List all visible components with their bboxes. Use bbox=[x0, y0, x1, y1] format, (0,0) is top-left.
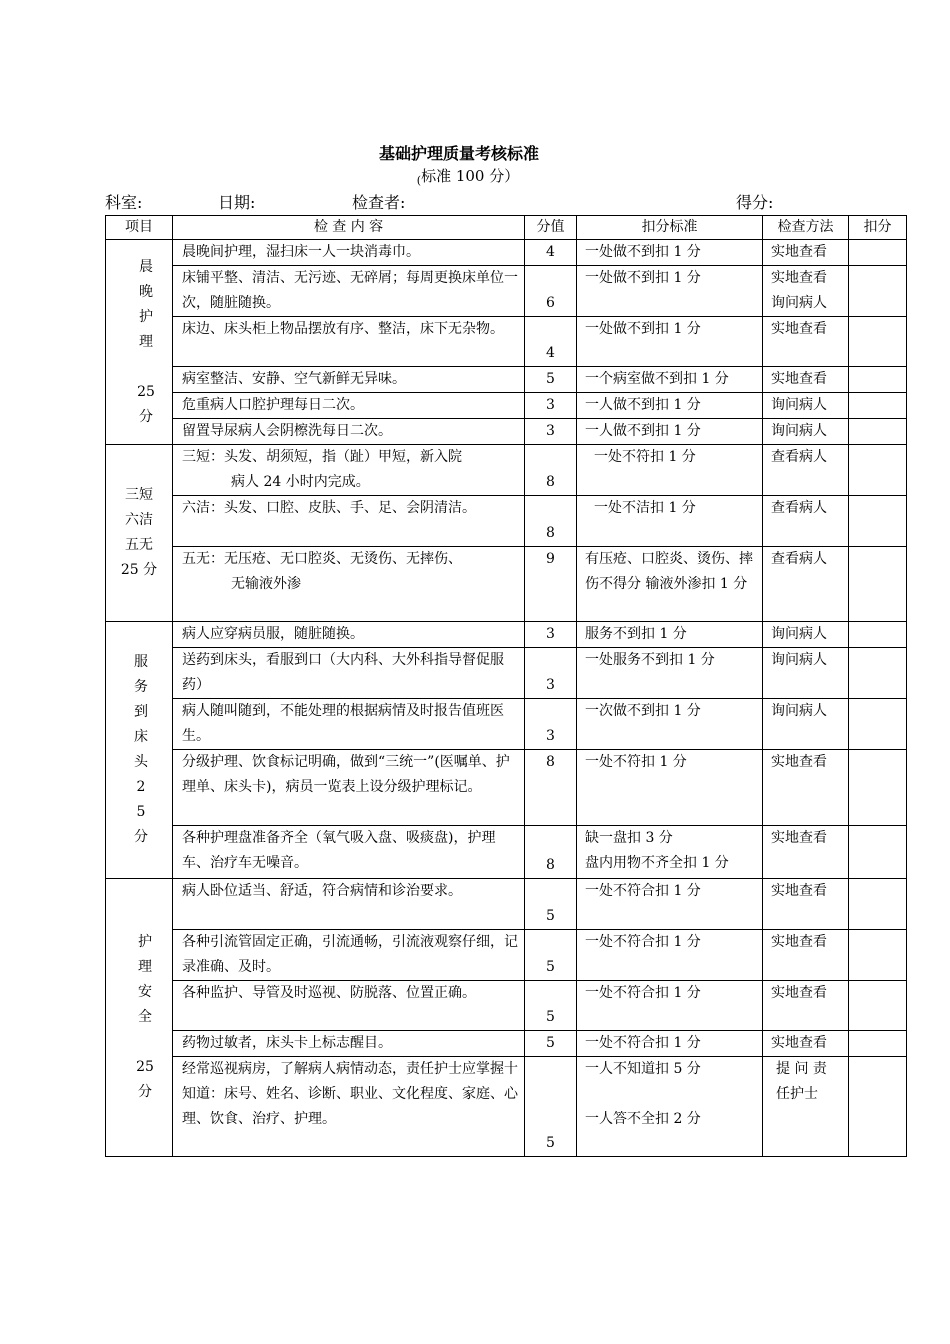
points-cell: 3 bbox=[525, 622, 577, 648]
minus-cell bbox=[849, 496, 907, 547]
content-cell: 病人应穿病员服，随脏随换。 bbox=[173, 622, 525, 648]
points-cell: 8 bbox=[525, 445, 577, 496]
deduct-cell: 一次做不到扣 1 分 bbox=[577, 699, 763, 750]
content-cell: 晨晚间护理，湿扫床一人一块消毒巾。 bbox=[173, 240, 525, 266]
table-row bbox=[106, 240, 907, 266]
content-continuation: 无输液外渗 bbox=[231, 576, 301, 592]
method-cell: 实地查看 bbox=[763, 879, 849, 930]
points-cell: 4 bbox=[525, 240, 577, 266]
method-cell: 实地查看 bbox=[763, 826, 849, 879]
table-row bbox=[106, 879, 907, 930]
points-cell: 9 bbox=[525, 547, 577, 622]
deduct-cell: 一处不符合扣 1 分 bbox=[577, 1031, 763, 1057]
table-header-row bbox=[106, 216, 907, 240]
table-row bbox=[106, 317, 907, 367]
content-cell: 病人卧位适当、舒适，符合病情和诊治要求。 bbox=[173, 879, 525, 930]
category-cell bbox=[106, 622, 173, 879]
method-cell: 实地查看 bbox=[763, 1031, 849, 1057]
method-cell: 查看病人 bbox=[763, 496, 849, 547]
method-cell: 实地查看 bbox=[763, 981, 849, 1031]
deduct-cell: 一人做不到扣 1 分 bbox=[577, 393, 763, 419]
minus-cell bbox=[849, 930, 907, 981]
content-cell: 六洁：头发、口腔、皮肤、手、足、会阴清洁。 bbox=[173, 496, 525, 547]
method-cell: 询问病人 bbox=[763, 648, 849, 699]
points-cell: 5 bbox=[525, 367, 577, 393]
content-cell: 病室整洁、安静、空气新鲜无异味。 bbox=[173, 367, 525, 393]
minus-cell bbox=[849, 648, 907, 699]
subtitle-paren: ( bbox=[416, 174, 422, 187]
category-label: 三短 六洁 五无 25 分 bbox=[120, 487, 158, 578]
content-cell: 五无：无压疮、无口腔炎、无烫伤、无摔伤、 无输液外渗 bbox=[173, 547, 525, 622]
deduct-cell: 一处不符合扣 1 分 bbox=[577, 981, 763, 1031]
points-cell: 5 bbox=[525, 1057, 577, 1157]
table-row bbox=[106, 367, 907, 393]
inspector-label: 检查者: bbox=[352, 193, 406, 212]
table-row bbox=[106, 699, 907, 750]
minus-cell bbox=[849, 240, 907, 266]
content-cell: 病人随叫随到，不能处理的根据病情及时报告值班医生。 bbox=[173, 699, 525, 750]
method-cell: 实地查看 bbox=[763, 750, 849, 826]
method-cell: 实地查看 询问病人 bbox=[763, 266, 849, 317]
minus-cell bbox=[849, 826, 907, 879]
deduct-cell: 一个病室做不到扣 1 分 bbox=[577, 367, 763, 393]
minus-cell bbox=[849, 367, 907, 393]
page-subtitle bbox=[0, 165, 936, 187]
content-cell: 各种引流管固定正确，引流通畅，引流液观察仔细，记录准确、及时。 bbox=[173, 930, 525, 981]
deduct-cell: 一处不符合扣 1 分 bbox=[577, 930, 763, 981]
table-row bbox=[106, 547, 907, 622]
method-cell: 查看病人 bbox=[763, 445, 849, 496]
table-row bbox=[106, 266, 907, 317]
points-cell: 3 bbox=[525, 419, 577, 445]
method-cell: 提 问 责 任护士 bbox=[763, 1057, 849, 1157]
content-cell: 三短：头发、胡须短，指（趾）甲短，新入院 病人 24 小时内完成。 bbox=[173, 445, 525, 496]
content-continuation: 病人 24 小时内完成。 bbox=[231, 474, 370, 490]
points-cell: 5 bbox=[525, 981, 577, 1031]
table-row bbox=[106, 930, 907, 981]
content-cell: 各种护理盘准备齐全（氧气吸入盘、吸痰盘)，护理车、治疗车无噪音。 bbox=[173, 826, 525, 879]
header-minus: 扣分 bbox=[849, 216, 907, 240]
content-cell: 床铺平整、清洁、无污迹、无碎屑；每周更换床单位一次，随脏随换。 bbox=[173, 266, 525, 317]
category-cell bbox=[106, 879, 173, 1157]
header-method: 检查方法 bbox=[763, 216, 849, 240]
minus-cell bbox=[849, 879, 907, 930]
minus-cell bbox=[849, 317, 907, 367]
table-row bbox=[106, 445, 907, 496]
deduct-cell: 一处不洁扣 1 分 bbox=[577, 496, 763, 547]
minus-cell bbox=[849, 419, 907, 445]
category-label: 服 务 到 床 头 2 5 分 bbox=[134, 654, 148, 845]
header-points: 分值 bbox=[525, 216, 577, 240]
content-cell: 各种监护、导管及时巡视、防脱落、位置正确。 bbox=[173, 981, 525, 1031]
category-label: 晨 晚 护 理 25 分 bbox=[137, 258, 155, 425]
content-cell: 经常巡视病房，了解病人病情动态，责任护士应掌握十知道：床号、姓名、诊断、职业、文化程度、家庭、心理、饮食、治疗、护理。 bbox=[173, 1057, 525, 1157]
method-cell: 查看病人 bbox=[763, 547, 849, 622]
minus-cell bbox=[849, 981, 907, 1031]
subtitle-text: 标准 100 分） bbox=[421, 167, 520, 185]
table-row bbox=[106, 622, 907, 648]
method-cell: 询问病人 bbox=[763, 622, 849, 648]
table-row bbox=[106, 648, 907, 699]
header-content: 检 查 内 容 bbox=[173, 216, 525, 240]
category-cell bbox=[106, 445, 173, 622]
points-cell: 3 bbox=[525, 648, 577, 699]
points-cell: 5 bbox=[525, 879, 577, 930]
deduct-cell: 缺一盘扣 3 分 盘内用物不齐全扣 1 分 bbox=[577, 826, 763, 879]
table-row bbox=[106, 981, 907, 1031]
deduct-cell: 一处做不到扣 1 分 bbox=[577, 317, 763, 367]
minus-cell bbox=[849, 1057, 907, 1157]
category-cell bbox=[106, 240, 173, 445]
deduct-cell: 一处做不到扣 1 分 bbox=[577, 266, 763, 317]
table-row bbox=[106, 1057, 907, 1157]
header-item: 项目 bbox=[106, 216, 173, 240]
deduct-cell: 一处不符扣 1 分 bbox=[577, 445, 763, 496]
table-row bbox=[106, 419, 907, 445]
method-cell: 实地查看 bbox=[763, 240, 849, 266]
method-cell: 实地查看 bbox=[763, 930, 849, 981]
method-cell: 询问病人 bbox=[763, 393, 849, 419]
method-cell: 询问病人 bbox=[763, 419, 849, 445]
date-label: 日期: bbox=[218, 193, 256, 212]
minus-cell bbox=[849, 1031, 907, 1057]
minus-cell bbox=[849, 622, 907, 648]
points-cell: 8 bbox=[525, 826, 577, 879]
content-cell: 危重病人口腔护理每日二次。 bbox=[173, 393, 525, 419]
method-cell: 实地查看 bbox=[763, 367, 849, 393]
points-cell: 8 bbox=[525, 496, 577, 547]
table-row bbox=[106, 496, 907, 547]
table-row bbox=[106, 826, 907, 879]
minus-cell bbox=[849, 266, 907, 317]
content-cell: 药物过敏者，床头卡上标志醒目。 bbox=[173, 1031, 525, 1057]
deduct-cell: 一处不符扣 1 分 bbox=[577, 750, 763, 826]
minus-cell bbox=[849, 445, 907, 496]
points-cell: 6 bbox=[525, 266, 577, 317]
assessment-table bbox=[105, 215, 907, 1157]
minus-cell bbox=[849, 393, 907, 419]
content-cell: 送药到床头，看服到口（大内科、大外科指导督促服药） bbox=[173, 648, 525, 699]
table-row bbox=[106, 750, 907, 826]
score-label: 得分: bbox=[736, 193, 774, 212]
deduct-cell: 有压疮、口腔炎、烫伤、摔伤不得分 输液外渗扣 1 分 bbox=[577, 547, 763, 622]
points-cell: 4 bbox=[525, 317, 577, 367]
deduct-cell: 一处不符合扣 1 分 bbox=[577, 879, 763, 930]
points-cell: 5 bbox=[525, 930, 577, 981]
table-row bbox=[106, 1031, 907, 1057]
table-row bbox=[106, 393, 907, 419]
method-cell: 询问病人 bbox=[763, 699, 849, 750]
deduct-cell: 一人不知道扣 5 分 一人答不全扣 2 分 bbox=[577, 1057, 763, 1157]
deduct-cell: 服务不到扣 1 分 bbox=[577, 622, 763, 648]
category-label: 护 理 安 全 25 分 bbox=[136, 934, 154, 1100]
minus-cell bbox=[849, 699, 907, 750]
deduct-cell: 一处做不到扣 1 分 bbox=[577, 240, 763, 266]
deduct-cell: 一处服务不到扣 1 分 bbox=[577, 648, 763, 699]
page-title: 基础护理质量考核标准 bbox=[378, 144, 539, 163]
method-cell: 实地查看 bbox=[763, 317, 849, 367]
header-deduct: 扣分标准 bbox=[577, 216, 763, 240]
department-label: 科室: bbox=[105, 193, 143, 212]
deduct-cell: 一人做不到扣 1 分 bbox=[577, 419, 763, 445]
points-cell: 3 bbox=[525, 699, 577, 750]
content-cell: 床边、床头柜上物品摆放有序、整洁，床下无杂物。 bbox=[173, 317, 525, 367]
minus-cell bbox=[849, 547, 907, 622]
points-cell: 5 bbox=[525, 1031, 577, 1057]
content-cell: 留置导尿病人会阴檫洗每日二次。 bbox=[173, 419, 525, 445]
content-cell: 分级护理、饮食标记明确，做到“三统一”(医嘱单、护理单、床头卡)，病员一览表上设分级护理标记。 bbox=[173, 750, 525, 826]
minus-cell bbox=[849, 750, 907, 826]
points-cell: 3 bbox=[525, 393, 577, 419]
points-cell: 8 bbox=[525, 750, 577, 826]
